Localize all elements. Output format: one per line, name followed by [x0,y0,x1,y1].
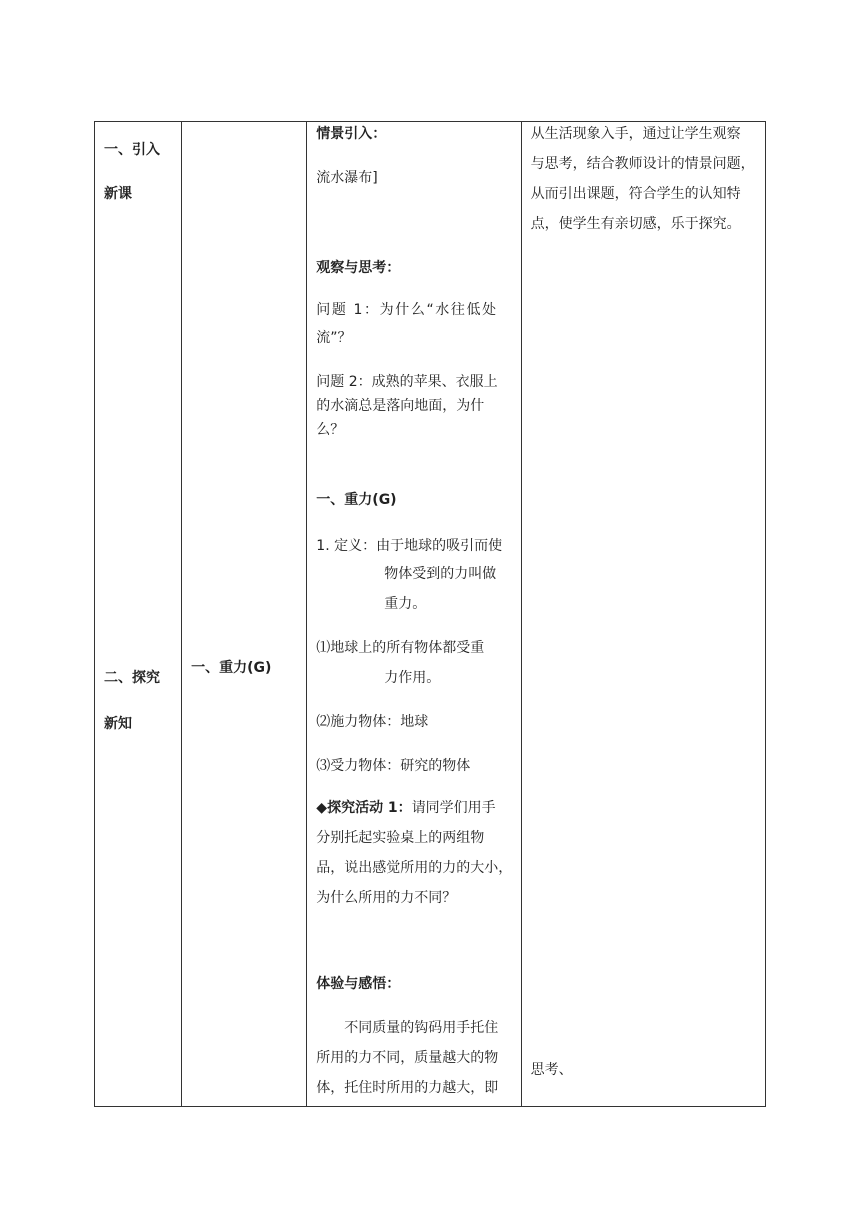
definition-line1: 1. 定义：由于地球的吸引而使 [316,538,503,554]
content-cell [307,122,521,1107]
design-note-line3: 从而引出课题，符合学生的认知特 [530,186,741,202]
bottom-note: 思考、 [530,1062,573,1078]
question-2-line2: 的水滴总是落向地面，为什 [316,398,485,414]
point-1-line1: ⑴地球上的所有物体都受重 [316,640,485,656]
design-note-line1: 从生活现象入手，通过让学生观察 [530,126,741,142]
activity-line1: 请同学们用手 [411,800,496,816]
question-1-line1: 问题 1：为什么“水往低处 [316,302,498,318]
topic-cell [182,122,307,1107]
question-2-line3: 么？ [316,422,345,438]
lesson-plan-table [94,121,766,1107]
stage-intro-line1: 一、引入 [104,142,160,158]
point-3: ⑶受力物体：研究的物体 [316,758,471,774]
point-1-line2: 力作用。 [384,670,441,686]
observe-title: 观察与思考： [316,260,401,276]
question-2-line1: 问题 2：成熟的苹果、衣服上 [316,374,498,390]
stage-cell [95,122,182,1107]
activity-line3: 品，说出感觉所用的力的大小， [316,860,513,876]
stage-intro-line2: 新课 [104,186,132,202]
intro-item: 流水瀑布] [316,170,378,186]
design-note-line4: 点，使学生有亲切感，乐于探究。 [530,216,741,232]
question-1-line2: 流”？ [316,330,352,346]
experience-line1: 不同质量的钩码用手托住 [344,1020,499,1036]
point-2: ⑵施力物体：地球 [316,714,429,730]
activity-label: ◆探究活动 1： [316,800,412,816]
experience-line3: 体，托住时所用的力越大，即 [316,1080,499,1096]
topic-label: 一、重力(G) [191,660,272,676]
stage-explore-line1: 二、探究 [104,670,160,686]
notes-cell [521,122,765,1107]
activity-line4: 为什么所用的力不同？ [316,890,457,906]
activity-line2: 分别托起实验桌上的两组物 [316,830,485,846]
intro-title: 情景引入： [316,126,387,142]
stage-explore-line2: 新知 [104,716,132,732]
definition-line3: 重力。 [384,596,427,612]
experience-title: 体验与感悟： [316,976,401,992]
experience-line2: 所用的力不同，质量越大的物 [316,1050,499,1066]
design-note-line2: 与思考，结合教师设计的情景问题， [530,156,755,172]
definition-line2: 物体受到的力叫做 [384,566,497,582]
gravity-title: 一、重力(G) [316,492,397,508]
